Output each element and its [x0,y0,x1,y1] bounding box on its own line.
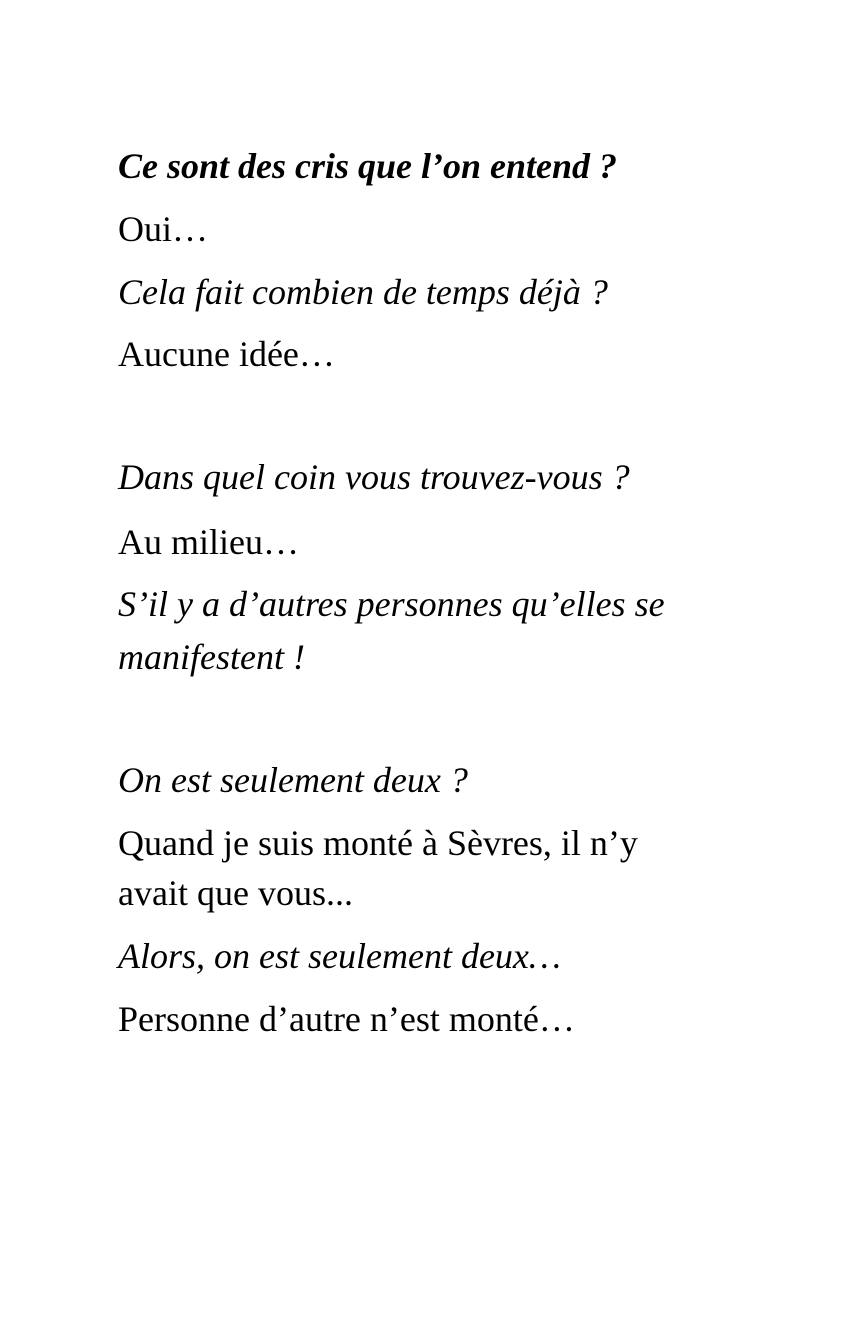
dialogue-line-answer-continued: avait que vous... [118,873,353,913]
dialogue-line-answer: Oui… [118,209,208,249]
dialogue-line-answer: Au milieu… [118,522,299,562]
dialogue-line-answer: Personne d’autre n’est monté… [118,999,575,1039]
dialogue-line-answer: Quand je suis monté à Sèvres, il n’y [118,823,638,863]
dialogue-line-question: S’il y a d’autres personnes qu’elles se [118,584,665,624]
dialogue-line-question-continued: manifestent ! [118,637,305,677]
dialogue-line-question: Alors, on est seulement deux… [118,936,561,976]
dialogue-line-question: Ce sont des cris que l’on entend ? [118,146,618,186]
dialogue-line-question: Cela fait combien de temps déjà ? [118,272,608,312]
dialogue-line-question: On est seulement deux ? [118,760,468,800]
dialogue-line-answer: Aucune idée… [118,334,335,374]
dialogue-line-question: Dans quel coin vous trouvez-vous ? [118,457,630,497]
